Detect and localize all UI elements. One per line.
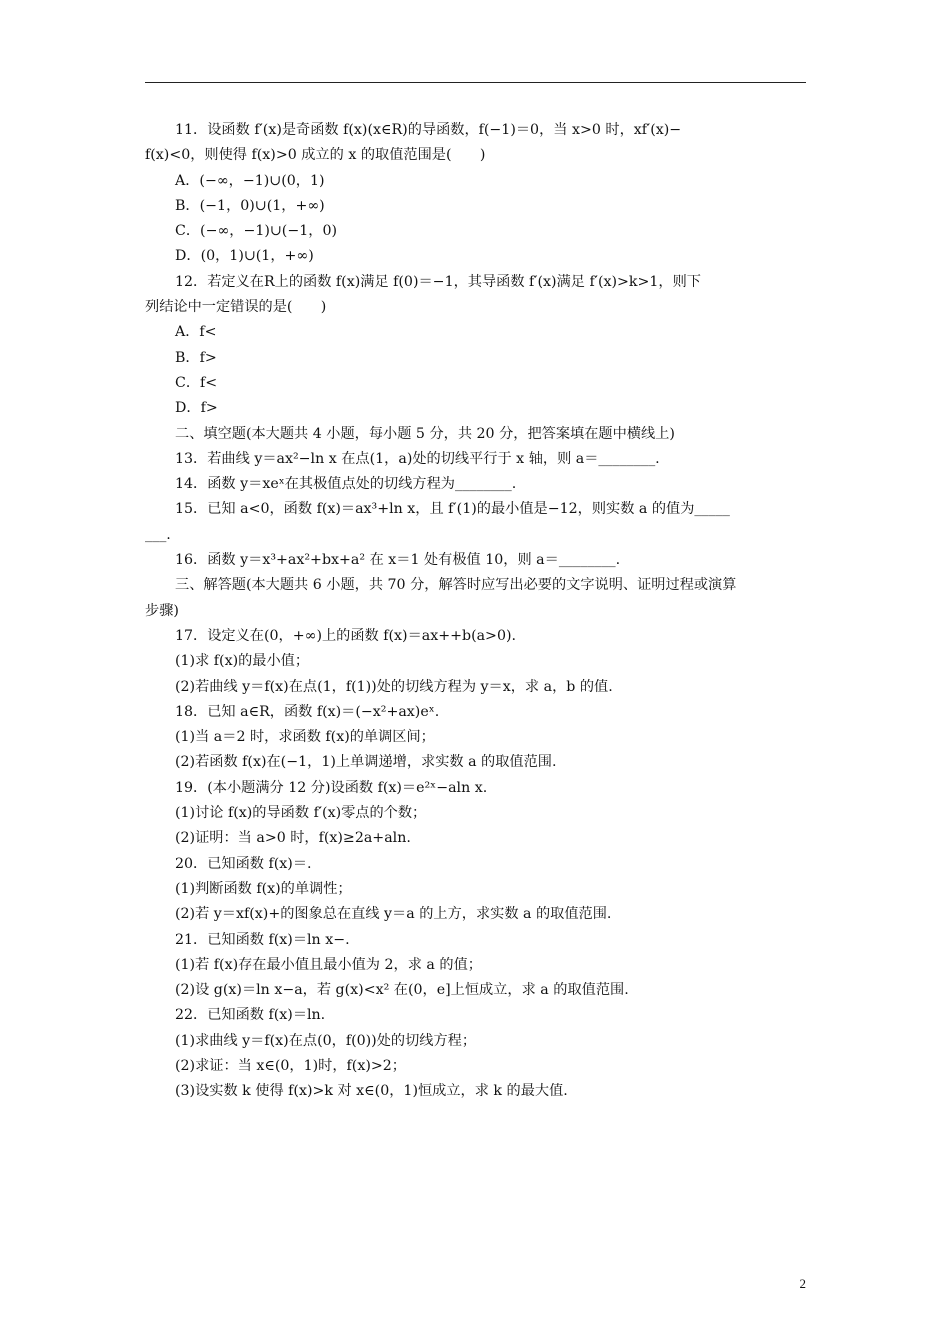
section-heading: 步骤) [145,602,179,619]
text-line: 22．已知函数 f(x)＝ln. [175,1007,326,1024]
option-line: A．(−∞，−1)∪(0，1) [175,172,325,189]
page-number: 2 [799,1276,806,1291]
text-line: 12．若定义在R上的函数 f(x)满足 f(0)＝−1，其导函数 f′(x)满足 f′(x)>k>1，则下 [175,273,701,290]
option-line: B．f> [175,349,217,366]
option-line: D．(0，1)∪(1，+∞) [175,248,314,265]
header-rule [145,82,806,83]
text-line: 19．(本小题满分 12 分)设函数 f(x)＝e²ˣ−aln x. [175,779,488,796]
text-line: 21．已知函数 f(x)＝ln x−. [175,931,350,948]
text-line: (1)当 a＝2 时，求函数 f(x)的单调区间； [175,729,435,746]
option-line: C．f< [175,374,218,391]
text-line: (1)若 f(x)存在最小值且最小值为 2，求 a 的值； [175,956,482,973]
text-line: 18．已知 a∈R，函数 f(x)＝(−x²+ax)eˣ. [175,703,440,720]
text-line: f(x)<0，则使得 f(x)>0 成立的 x 的取值范围是( ) [145,147,486,164]
text-line: (2)设 g(x)＝ln x−a，若 g(x)<x² 在(0，e]上恒成立，求 a 的取值范围. [175,982,629,999]
option-line: C．(−∞，−1)∪(−1，0) [175,223,338,240]
text-line: 20．已知函数 f(x)＝. [175,855,312,872]
text-line: 17．设定义在(0，+∞)上的函数 f(x)＝ax++b(a>0). [175,627,517,644]
text-line: ___. [145,526,171,543]
text-line: 15．已知 a<0，函数 f(x)＝ax³+ln x，且 f′(1)的最小值是−12，则实数 a 的值为_____ [175,501,730,518]
text-line: (2)若 y＝xf(x)+的图象总在直线 y＝a 的上方，求实数 a 的取值范围. [175,906,612,923]
text-line: 14．函数 y＝xeˣ在其极值点处的切线方程为________. [175,476,517,493]
option-line: B．(−1，0)∪(1，+∞) [175,197,325,214]
text-line: (1)判断函数 f(x)的单调性； [175,880,352,897]
text-line: (2)求证：当 x∈(0，1)时，f(x)>2； [175,1057,406,1074]
option-line: A．f< [175,324,217,341]
text-line: (1)讨论 f(x)的导函数 f′(x)零点的个数； [175,805,427,822]
option-line: D．f> [175,400,218,417]
text-line: 11．设函数 f′(x)是奇函数 f(x)(x∈R)的导函数，f(−1)＝0，当 x>0 时，xf′(x)− [175,122,682,138]
text-line: 列结论中一定错误的是( ) [145,299,327,316]
text-line: (2)若曲线 y＝f(x)在点(1，f(1))处的切线方程为 y＝x，求 a，b 的值. [175,678,613,695]
text-line: (2)证明：当 a>0 时，f(x)≥2a+aln. [175,830,411,847]
text-line: (3)设实数 k 使得 f(x)>k 对 x∈(0，1)恒成立，求 k 的最大值. [175,1083,568,1100]
section-heading: 三、解答题(本大题共 6 小题，共 70 分，解答时应写出必要的文字说明、证明过程或演算 [175,577,737,594]
text-line: (1)求 f(x)的最小值； [175,653,310,670]
text-line: 16．函数 y＝x³+ax²+bx+a² 在 x＝1 处有极值 10，则 a＝________. [175,552,621,569]
text-line: (1)求曲线 y＝f(x)在点(0，f(0))处的切线方程； [175,1032,477,1049]
text-line: (2)若函数 f(x)在(−1，1)上单调递增，求实数 a 的取值范围. [175,754,557,771]
section-heading: 二、填空题(本大题共 4 小题，每小题 5 分，共 20 分，把答案填在题中横线上) [175,425,675,442]
document-body [145,118,806,1105]
text-line: 13．若曲线 y＝ax²−ln x 在点(1，a)处的切线平行于 x 轴，则 a＝________. [175,450,660,467]
